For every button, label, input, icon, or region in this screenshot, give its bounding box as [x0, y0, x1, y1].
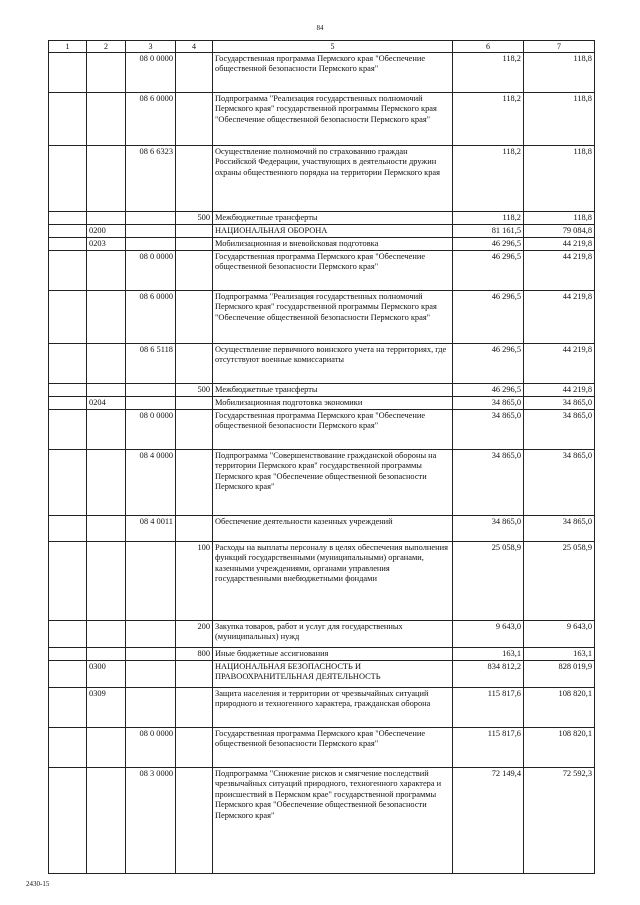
table-row	[49, 621, 595, 648]
table-row	[49, 93, 595, 146]
col-section-1	[49, 397, 87, 410]
col-target-code: 08 6 0000	[126, 291, 176, 344]
col-section-1	[49, 542, 87, 621]
col-description: Государственная программа Пермского края "Обеспечение общественной безопасности Пермского края"	[213, 410, 453, 450]
col-target-code: 08 0 0000	[126, 728, 176, 768]
col-amount-2017: 9 643,0	[524, 621, 595, 648]
col-amount-2017: 828 019,9	[524, 661, 595, 688]
col-expense-type	[176, 238, 213, 251]
col-expense-type	[176, 225, 213, 238]
col-amount-2016: 34 865,0	[453, 397, 524, 410]
col-section-code	[87, 621, 126, 648]
col-target-code: 08 3 0000	[126, 768, 176, 874]
table-row	[49, 768, 595, 874]
col-section-code	[87, 542, 126, 621]
table-row	[49, 53, 595, 93]
col-amount-2016: 46 296,5	[453, 344, 524, 384]
col-target-code	[126, 542, 176, 621]
col-target-code: 08 6 6323	[126, 146, 176, 212]
col-description: НАЦИОНАЛЬНАЯ БЕЗОПАСНОСТЬ И ПРАВООХРАНИТЕЛЬНАЯ ДЕЯТЕЛЬНОСТЬ	[213, 661, 453, 688]
col-section-1	[49, 410, 87, 450]
col-target-code: 08 4 0011	[126, 516, 176, 542]
col-description: Межбюджетные трансферты	[213, 212, 453, 225]
col-expense-type	[176, 93, 213, 146]
col-section-1	[49, 621, 87, 648]
col-section-1	[49, 688, 87, 728]
col-expense-type	[176, 291, 213, 344]
col-target-code: 08 6 5118	[126, 344, 176, 384]
col-amount-2016: 46 296,5	[453, 291, 524, 344]
table-row	[49, 212, 595, 225]
col-expense-type	[176, 251, 213, 291]
col-amount-2017: 118,8	[524, 212, 595, 225]
col-amount-2016: 834 812,2	[453, 661, 524, 688]
col-section-1	[49, 238, 87, 251]
col-target-code: 08 0 0000	[126, 251, 176, 291]
col-amount-2016: 118,2	[453, 53, 524, 93]
col-amount-2016: 9 643,0	[453, 621, 524, 648]
table-row	[49, 238, 595, 251]
col-description: Государственная программа Пермского края "Обеспечение общественной безопасности Пермского края"	[213, 251, 453, 291]
col-expense-type	[176, 688, 213, 728]
col-amount-2017: 44 219,8	[524, 251, 595, 291]
budget-table	[48, 40, 595, 874]
table-row	[49, 450, 595, 516]
col-amount-2016: 25 058,9	[453, 542, 524, 621]
col-section-code: 0203	[87, 238, 126, 251]
table-row	[49, 661, 595, 688]
col-target-code: 08 4 0000	[126, 450, 176, 516]
col-expense-type	[176, 768, 213, 874]
table-row	[49, 688, 595, 728]
col-section-1	[49, 384, 87, 397]
col-expense-type	[176, 728, 213, 768]
col-expense-type	[176, 344, 213, 384]
col-amount-2017: 34 865,0	[524, 450, 595, 516]
col-amount-2017: 72 592,3	[524, 768, 595, 874]
col-amount-2017: 118,8	[524, 93, 595, 146]
col-section-code	[87, 450, 126, 516]
col-amount-2016: 115 817,6	[453, 728, 524, 768]
col-amount-2016: 34 865,0	[453, 410, 524, 450]
col-description: Закупка товаров, работ и услуг для государственных (муниципальных) нужд	[213, 621, 453, 648]
col-description: Осуществление полномочий по страхованию граждан Российской Федерации, участвующих в деятельности дружин охраны общественного порядка на территории Пермского края	[213, 146, 453, 212]
col-description: Подпрограмма "Реализация государственных полномочий Пермского края" государственной программы Пермского края "Обеспечение общественной безопасности Пермского края"	[213, 291, 453, 344]
col-amount-2017: 44 219,8	[524, 238, 595, 251]
col-section-code	[87, 344, 126, 384]
col-amount-2016: 46 296,5	[453, 251, 524, 291]
col-section-1	[49, 93, 87, 146]
table-row	[49, 251, 595, 291]
col-section-code	[87, 93, 126, 146]
col-description: Межбюджетные трансферты	[213, 384, 453, 397]
col-amount-2017: 34 865,0	[524, 410, 595, 450]
col-expense-type	[176, 146, 213, 212]
col-section-code: 0300	[87, 661, 126, 688]
page-number: 84	[316, 24, 324, 32]
col-amount-2017: 118,8	[524, 53, 595, 93]
col-target-code: 08 6 0000	[126, 93, 176, 146]
col-expense-type: 500	[176, 384, 213, 397]
col-description: Защита населения и территории от чрезвычайных ситуаций природного и техногенного характера, гражданская оборона	[213, 688, 453, 728]
col-section-1	[49, 450, 87, 516]
col-amount-2016: 34 865,0	[453, 516, 524, 542]
col-target-code	[126, 648, 176, 661]
column-header: 3	[126, 41, 176, 53]
col-section-1	[49, 291, 87, 344]
column-header: 5	[213, 41, 453, 53]
col-target-code	[126, 688, 176, 728]
col-section-code	[87, 728, 126, 768]
col-expense-type	[176, 397, 213, 410]
table-row	[49, 516, 595, 542]
col-section-1	[49, 53, 87, 93]
col-amount-2016: 118,2	[453, 212, 524, 225]
column-header: 6	[453, 41, 524, 53]
col-amount-2017: 118,8	[524, 146, 595, 212]
table-row	[49, 291, 595, 344]
col-expense-type	[176, 516, 213, 542]
col-section-1	[49, 728, 87, 768]
col-amount-2017: 34 865,0	[524, 397, 595, 410]
col-section-1	[49, 146, 87, 212]
col-amount-2016: 34 865,0	[453, 450, 524, 516]
col-description: Подпрограмма "Снижение рисков и смягчение последствий чрезвычайных ситуаций природного, техногенного характера и происшествий в Пермском крае" государственной программы Пермского края "Обеспечение общественной безопасности Пермского края"	[213, 768, 453, 874]
col-description: Расходы на выплаты персоналу в целях обеспечения выполнения функций государственными (муниципальными) органами, казенными учреждениями, органами управления государственными внебюджетными фондами	[213, 542, 453, 621]
col-section-code: 0309	[87, 688, 126, 728]
col-amount-2016: 81 161,5	[453, 225, 524, 238]
col-description: Государственная программа Пермского края "Обеспечение общественной безопасности Пермского края"	[213, 728, 453, 768]
col-description: Мобилизационная подготовка экономики	[213, 397, 453, 410]
col-target-code	[126, 384, 176, 397]
col-expense-type: 800	[176, 648, 213, 661]
col-amount-2016: 46 296,5	[453, 384, 524, 397]
col-section-code	[87, 384, 126, 397]
col-amount-2017: 163,1	[524, 648, 595, 661]
col-section-code	[87, 53, 126, 93]
col-target-code: 08 0 0000	[126, 53, 176, 93]
col-description: Подпрограмма "Реализация государственных полномочий Пермского края" государственной программы Пермского края "Обеспечение общественной безопасности Пермского края"	[213, 93, 453, 146]
table-row	[49, 728, 595, 768]
col-description: Государственная программа Пермского края "Обеспечение общественной безопасности Пермского края"	[213, 53, 453, 93]
col-description: Осуществление первичного воинского учета на территориях, где отсутствуют военные комиссариаты	[213, 344, 453, 384]
col-target-code: 08 0 0000	[126, 410, 176, 450]
col-expense-type	[176, 450, 213, 516]
table-row	[49, 410, 595, 450]
column-header: 7	[524, 41, 595, 53]
col-section-1	[49, 516, 87, 542]
col-section-code	[87, 251, 126, 291]
table-row	[49, 648, 595, 661]
col-amount-2017: 34 865,0	[524, 516, 595, 542]
col-section-code: 0204	[87, 397, 126, 410]
col-section-1	[49, 344, 87, 384]
col-target-code	[126, 397, 176, 410]
col-amount-2016: 118,2	[453, 93, 524, 146]
col-section-1	[49, 768, 87, 874]
col-expense-type: 500	[176, 212, 213, 225]
col-description: Иные бюджетные ассигнования	[213, 648, 453, 661]
col-target-code	[126, 238, 176, 251]
col-amount-2017: 108 820,1	[524, 728, 595, 768]
col-description: НАЦИОНАЛЬНАЯ ОБОРОНА	[213, 225, 453, 238]
col-expense-type	[176, 410, 213, 450]
column-header: 1	[49, 41, 87, 53]
col-amount-2017: 79 084,8	[524, 225, 595, 238]
col-amount-2017: 108 820,1	[524, 688, 595, 728]
col-section-code: 0200	[87, 225, 126, 238]
col-amount-2017: 44 219,8	[524, 384, 595, 397]
col-section-code	[87, 516, 126, 542]
table-row	[49, 146, 595, 212]
col-amount-2017: 44 219,8	[524, 291, 595, 344]
col-target-code	[126, 225, 176, 238]
col-amount-2017: 44 219,8	[524, 344, 595, 384]
col-expense-type	[176, 661, 213, 688]
header-row	[49, 41, 595, 53]
col-section-1	[49, 661, 87, 688]
col-section-code	[87, 648, 126, 661]
col-amount-2016: 46 296,5	[453, 238, 524, 251]
table-row	[49, 344, 595, 384]
table-body	[49, 53, 595, 874]
col-target-code	[126, 212, 176, 225]
col-section-1	[49, 212, 87, 225]
col-section-1	[49, 251, 87, 291]
col-description: Мобилизационная и вневойсковая подготовка	[213, 238, 453, 251]
footer-code: 2430-15	[26, 880, 50, 888]
col-section-code	[87, 146, 126, 212]
col-amount-2016: 115 817,6	[453, 688, 524, 728]
table-row	[49, 225, 595, 238]
col-description: Подпрограмма "Совершенствование гражданской обороны на территории Пермского края" государственной программы Пермского края "Обеспечение общественной безопасности Пермского края"	[213, 450, 453, 516]
col-amount-2017: 25 058,9	[524, 542, 595, 621]
column-header: 4	[176, 41, 213, 53]
col-section-code	[87, 291, 126, 344]
col-expense-type	[176, 53, 213, 93]
col-amount-2016: 118,2	[453, 146, 524, 212]
col-description: Обеспечение деятельности казенных учреждений	[213, 516, 453, 542]
col-amount-2016: 72 149,4	[453, 768, 524, 874]
col-section-1	[49, 648, 87, 661]
col-target-code	[126, 661, 176, 688]
col-section-1	[49, 225, 87, 238]
table-row	[49, 397, 595, 410]
table-row	[49, 542, 595, 621]
col-amount-2016: 163,1	[453, 648, 524, 661]
table-row	[49, 384, 595, 397]
column-header: 2	[87, 41, 126, 53]
col-section-code	[87, 212, 126, 225]
col-expense-type: 100	[176, 542, 213, 621]
col-section-code	[87, 410, 126, 450]
col-section-code	[87, 768, 126, 874]
col-expense-type: 200	[176, 621, 213, 648]
col-target-code	[126, 621, 176, 648]
